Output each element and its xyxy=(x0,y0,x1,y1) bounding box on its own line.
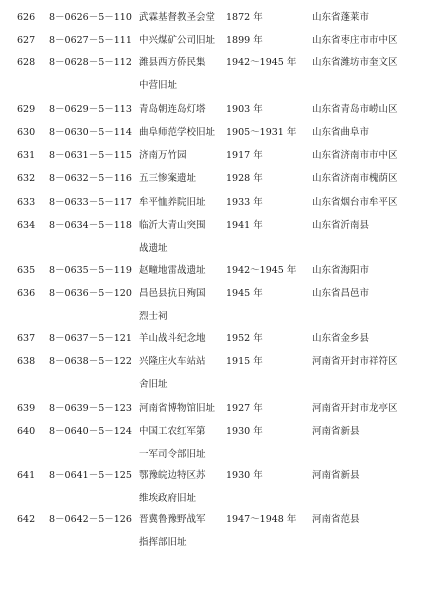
site-name-continued: 烈士祠 xyxy=(139,311,168,322)
site-code: 8－0637－5－121 xyxy=(49,333,132,344)
site-name-continued: 战遗址 xyxy=(139,243,168,254)
site-code: 8－0626－5－110 xyxy=(49,12,132,23)
site-name: 济南万竹园 xyxy=(139,150,187,161)
site-era: 1952 年 xyxy=(226,333,263,344)
site-era: 1942～1945 年 xyxy=(226,57,297,68)
site-code: 8－0631－5－115 xyxy=(49,150,132,161)
site-name: 鄂豫皖边特区苏 xyxy=(139,470,206,481)
site-name: 青岛朝连岛灯塔 xyxy=(139,104,206,115)
site-name: 牟平恤养院旧址 xyxy=(139,197,206,208)
site-era: 1927 年 xyxy=(226,403,263,414)
row-number: 637 xyxy=(17,333,36,344)
site-location: 山东省蓬莱市 xyxy=(312,12,370,23)
site-era: 1945 年 xyxy=(226,288,263,299)
site-code: 8－0640－5－124 xyxy=(49,426,132,437)
site-location: 山东省潍坊市奎文区 xyxy=(312,57,398,68)
site-code: 8－0630－5－114 xyxy=(49,127,132,138)
site-location: 山东省烟台市牟平区 xyxy=(312,197,398,208)
site-location: 山东省枣庄市市中区 xyxy=(312,35,398,46)
site-code: 8－0627－5－111 xyxy=(49,35,132,46)
site-era: 1930 年 xyxy=(226,426,263,437)
site-era: 1933 年 xyxy=(226,197,263,208)
row-number: 627 xyxy=(17,35,36,46)
row-number: 638 xyxy=(17,356,36,367)
site-era: 1930 年 xyxy=(226,470,263,481)
site-name: 武霖基督教圣会堂 xyxy=(139,12,216,23)
site-name: 中国工农红军第 xyxy=(139,426,206,437)
site-location: 山东省昌邑市 xyxy=(312,288,370,299)
row-number: 636 xyxy=(17,288,36,299)
site-name-continued: 指挥部旧址 xyxy=(139,537,187,548)
site-name-continued: 舍旧址 xyxy=(139,379,168,390)
site-era: 1872 年 xyxy=(226,12,263,23)
site-era: 1942～1945 年 xyxy=(226,265,297,276)
site-location: 河南省范县 xyxy=(312,514,360,525)
site-location: 河南省开封市龙亭区 xyxy=(312,403,398,414)
site-code: 8－0629－5－113 xyxy=(49,104,132,115)
row-number: 630 xyxy=(17,127,36,138)
site-code: 8－0634－5－118 xyxy=(49,220,132,231)
row-number: 632 xyxy=(17,173,36,184)
site-location: 河南省新县 xyxy=(312,470,360,481)
row-number: 629 xyxy=(17,104,36,115)
row-number: 640 xyxy=(17,426,36,437)
site-name: 五三惨案遗址 xyxy=(139,173,197,184)
site-code: 8－0635－5－119 xyxy=(49,265,132,276)
row-number: 633 xyxy=(17,197,36,208)
site-name: 羊山战斗纪念地 xyxy=(139,333,206,344)
site-era: 1915 年 xyxy=(226,356,263,367)
site-code: 8－0641－5－125 xyxy=(49,470,132,481)
site-location: 河南省新县 xyxy=(312,426,360,437)
site-era: 1903 年 xyxy=(226,104,263,115)
site-name: 潍县西方侨民集 xyxy=(139,57,206,68)
site-code: 8－0632－5－116 xyxy=(49,173,132,184)
site-era: 1947～1948 年 xyxy=(226,514,297,525)
row-number: 639 xyxy=(17,403,36,414)
site-name: 曲阜师范学校旧址 xyxy=(139,127,216,138)
site-location: 山东省曲阜市 xyxy=(312,127,370,138)
site-code: 8－0639－5－123 xyxy=(49,403,132,414)
site-era: 1928 年 xyxy=(226,173,263,184)
site-location: 山东省济南市市中区 xyxy=(312,150,398,161)
site-code: 8－0633－5－117 xyxy=(49,197,132,208)
site-era: 1917 年 xyxy=(226,150,263,161)
site-code: 8－0642－5－126 xyxy=(49,514,132,525)
site-name-continued: 一军司令部旧址 xyxy=(139,449,206,460)
site-name: 临沂大青山突围 xyxy=(139,220,206,231)
row-number: 641 xyxy=(17,470,36,481)
site-code: 8－0638－5－122 xyxy=(49,356,132,367)
site-era: 1941 年 xyxy=(226,220,263,231)
row-number: 626 xyxy=(17,12,36,23)
row-number: 642 xyxy=(17,514,36,525)
row-number: 634 xyxy=(17,220,36,231)
site-name-continued: 维埃政府旧址 xyxy=(139,493,197,504)
site-name: 晋冀鲁豫野战军 xyxy=(139,514,206,525)
site-code: 8－0628－5－112 xyxy=(49,57,132,68)
site-name: 兴隆庄火车站站 xyxy=(139,356,206,367)
site-code: 8－0636－5－120 xyxy=(49,288,132,299)
site-era: 1899 年 xyxy=(226,35,263,46)
site-name: 昌邑县抗日殉国 xyxy=(139,288,206,299)
site-era: 1905～1931 年 xyxy=(226,127,297,138)
site-name: 赵疃地雷战遗址 xyxy=(139,265,206,276)
site-location: 河南省开封市祥符区 xyxy=(312,356,398,367)
site-name: 河南省博物馆旧址 xyxy=(139,403,216,414)
site-name: 中兴煤矿公司旧址 xyxy=(139,35,216,46)
row-number: 628 xyxy=(17,57,36,68)
site-location: 山东省金乡县 xyxy=(312,333,370,344)
row-number: 631 xyxy=(17,150,36,161)
site-name-continued: 中营旧址 xyxy=(139,80,178,91)
row-number: 635 xyxy=(17,265,36,276)
site-location: 山东省济南市槐荫区 xyxy=(312,173,398,184)
site-location: 山东省沂南县 xyxy=(312,220,370,231)
site-location: 山东省海阳市 xyxy=(312,265,370,276)
site-location: 山东省青岛市崂山区 xyxy=(312,104,398,115)
